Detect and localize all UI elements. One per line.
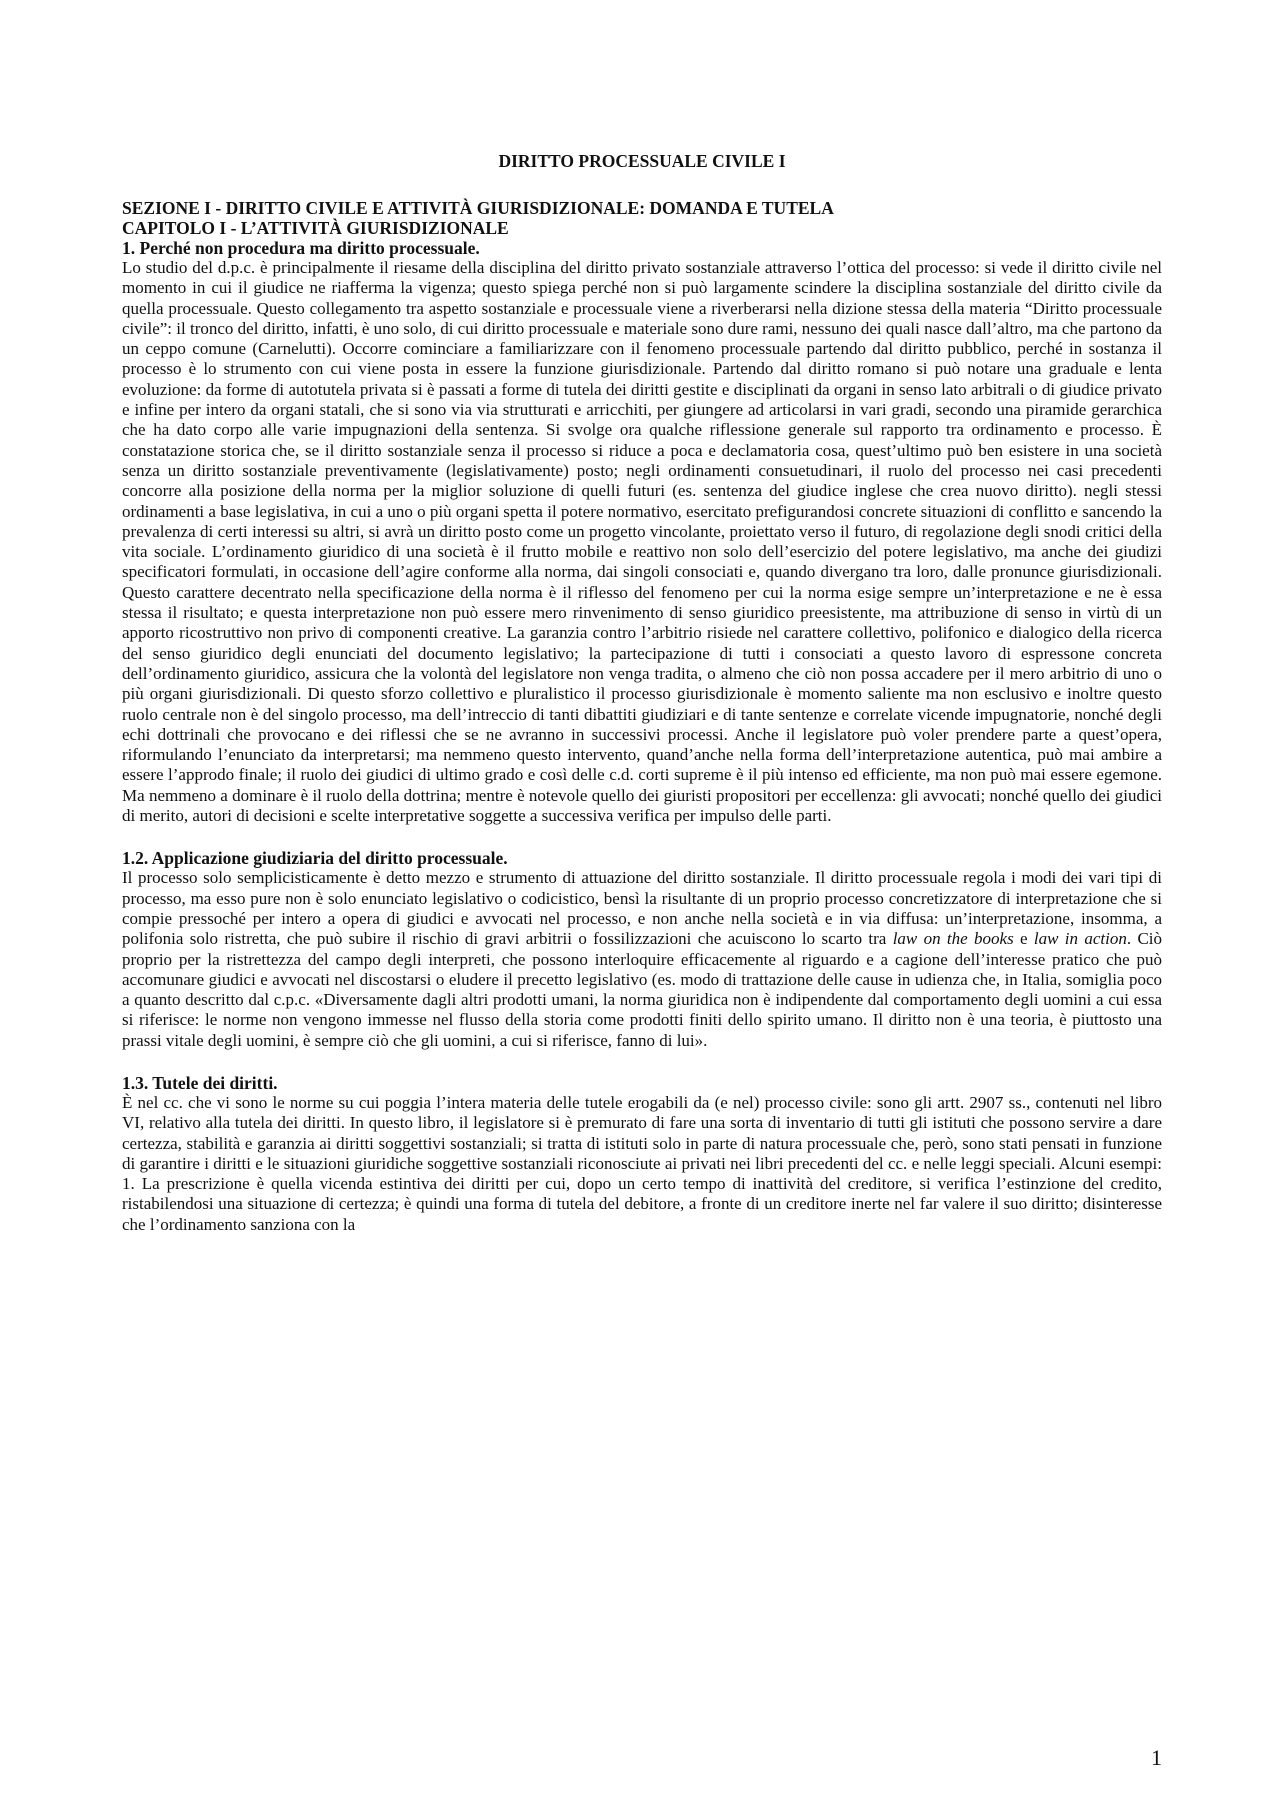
- paragraph-2-connector: e: [1013, 929, 1034, 949]
- paragraph-gap: [122, 1051, 1162, 1073]
- body-paragraph-3: È nel cc. che vi sono le norme su cui poggia l’intera materia delle tutele erogabili da (e nel) processo civile: sono gli artt. 2907 ss., contenuti nel libro VI, relativo alla tutela dei diritti. In questo libro, il legislatore si è premurato di fare una sorta di inventario di tutti gli istituti che possono servire a dare certezza, stabilità e garanzia ai diritti soggettivi sostanziali; si tratta di istituti solo in parte di natura processuale che, però, sono stati pensati in funzione di garantire i diritti e le situazioni giuridiche soggettive sostanziali riconosciute ai privati nei libri precedenti del cc. e nelle leggi speciali. Alcuni esempi: 1. La prescrizione è quella vicenda estintiva dei diritti per cui, dopo un certo tempo di inattività del creditore, si verifica l’estinzione del credito, ristabilendosi una situazione di certezza; è quindi una forma di tutela del debitore, a fronte di un creditore inerte nel far valere il suo diritto; disinteresse che l’ordinamento sanziona con la: [122, 1092, 1162, 1234]
- document-title: DIRITTO PROCESSUALE CIVILE I: [498, 151, 786, 171]
- document-page: [122, 150, 1162, 1235]
- body-paragraph-2: [122, 868, 1162, 1051]
- paragraph-2-text-a: Il processo solo semplicisticamente è detto mezzo e strumento di attuazione del diritto sostanziale. Il diritto processuale regola i modi dei vari tipi di processo, ma esso pure non è solo enunciato legislativo o codicistico, bensì la risultante di un proprio processo concretizzatore di interpretazione che si compie pressoché per intero a opera di giudici e avvocati nel processo, e non anche nella società e in via diffusa: un’interpretazione, insomma, a polifonia solo ristretta, che può subire il rischio di gravi arbitrii o fossilizzazioni che acuiscono lo scarto tra: [122, 868, 1162, 949]
- chapter-heading: CAPITOLO I - L’ATTIVITÀ GIURISDIZIONALE: [122, 218, 509, 238]
- section-heading: SEZIONE I - DIRITTO CIVILE E ATTIVITÀ GIURISDIZIONALE: DOMANDA E TUTELA: [122, 198, 834, 218]
- paragraph-2-text-b: . Ciò proprio per la ristrettezza del campo degli interpreti, che possono interloquire efficacemente al riguardo e a cagione dell’interesse pratico che può accomunare giudici e avvocati nel discostarsi o eludere il precetto legislativo (es. modo di trattazione delle cause in udienza che, in Italia, somiglia poco a quanto descritto dal c.p.c. «Diversamente dagli altri prodotti umani, la norma giuridica non è indipendente dal comportamento degli uomini a cui essa si riferisce: le norme non vengono immesse nel flusso della storia come prodotti finiti dello spirito umano. Il diritto non è una teoria, è piuttosto una prassi vitale degli uomini, è sempre ciò che gli uomini, a cui si riferisce, fanno di lui».: [122, 929, 1163, 1050]
- subsection-heading-2: 1.2. Applicazione giudiziaria del diritto processuale.: [122, 848, 508, 869]
- page-number: 1: [1151, 1745, 1162, 1770]
- body-paragraph-1: Lo studio del d.p.c. è principalmente il riesame della disciplina del diritto privato sostanziale attraverso l’ottica del processo: si vede il diritto civile nel momento in cui il giudice ne riafferma la vigenza; questo spiega perché non si può largamente scindere la disciplina sostanziale del diritto civile da quella processuale. Questo collegamento tra aspetto sostanziale e processuale viene a riverberarsi nella dizione stessa della materia “Diritto processuale civile”: il tronco del diritto, infatti, è uno solo, di cui diritto processuale e materiale sono dure rami, nessuno dei quali nasce dall’altro, ma che partono da un ceppo comune (Carnelutti). Occorre cominciare a familiarizzare con il fenomeno processuale partendo dal diritto pubblico, perché in sostanza il processo è lo strumento con cui viene posta in essere la funzione giurisdizionale. Partendo dal diritto romano si può notare una graduale e lenta evoluzione: da forme di autotutela privata si è passati a forme di tutela dei diritti gestite e disciplinati da organi in senso lato arbitrali o di giudice privato e infine per intero da organi statali, che si sono via via strutturati e arricchiti, per giungere ad articolarsi in vari gradi, secondo una piramide gerarchica che ha dato corpo alle varie impugnazioni della sentenza. Si svolge ora qualche riflessione generale sul rapporto tra ordinamento e processo. È constatazione storica che, se il diritto sostanziale senza il processo si riduce a poca e declamatoria cosa, quest’ultimo può ben esistere in una società senza un diritto sostanziale preventivamente (legislativamente) posto; negli ordinamenti consuetudinari, il ruolo del processo nei casi precedenti concorre alla posizione della norma per la miglior soluzione di quelli futuri (es. sentenza del giudice inglese che crea nuovo diritto). negli stessi ordinamenti a base legislativa, in cui a uno o più organi spetta il potere normativo, esercitato prefigurandosi concrete situazioni di conflitto e sancendo la prevalenza di certi interessi su altri, si avrà un diritto posto come un progetto vincolante, proiettato verso il futuro, di regolazione degli snodi critici della vita sociale. L’ordinamento giuridico di una società è il frutto mobile e reattivo non solo dell’esercizio del potere legislativo, ma anche dei giudizi specificatori formulati, in occasione dell’agire conforme alla norma, dai singoli consociati e, quando divergano tra loro, dalle pronunce giurisdizionali. Questo carattere decentrato nella specificazione della norma è il riflesso del fenomeno per cui la norma esige sempre un’interpretazione e ne è essa stessa il risultato; e questa interpretazione non può essere mero rinvenimento di senso giuridico preesistente, ma attribuzione di senso in virtù di un apporto ricostruttivo non privo di componenti creative. La garanzia contro l’arbitrio risiede nel carattere collettivo, polifonico e dialogico della ricerca del senso giuridico degli enunciati del documento legislativo; la partecipazione di tutti i consociati a questo lavoro di espressone concreta dell’ordinamento giuridico, assicura che la volontà del legislatore non venga tradita, o almeno che ciò non possa accadere per il mero arbitrio di uno o più organi giurisdizionali. Di questo sforzo collettivo e pluralistico il processo giurisdizionale è momento saliente ma non esclusivo e inoltre questo ruolo centrale non è del singolo processo, ma dell’intreccio di tanti dibattiti giudiziari e di tante sentenze e correlate vicende impugnatorie, nonché degli echi dottrinali che provocano e dei riflessi che se ne avranno in successivi processi. Anche il legislatore può voler prendere parte a quest’opera, riformulando l’enunciato da interpretarsi; ma nemmeno questo intervento, quand’anche nella forma dell’interpretazione autentica, può mai ambire a essere l’approdo finale; il ruolo dei giudici di ultimo grado e così delle c.d. corti supreme è il più intenso ed efficiente, ma non può mai essere egemone. Ma nemmeno a dominare è il ruolo della dottrina; mentre è notevole quello dei giuristi propositori per eccellenza: gli avvocati; nonché quello dei giudici di merito, autori di decisioni e scelte interpretative soggette a successiva verifica per impulso delle parti.: [122, 258, 1162, 826]
- italic-law-on-the-books: law on the books: [892, 929, 1014, 949]
- italic-law-in-action: law in action: [1033, 929, 1127, 949]
- paragraph-gap: [122, 826, 1162, 848]
- subsection-heading-1: 1. Perché non procedura ma diritto processuale.: [122, 238, 480, 258]
- subsection-heading-3: 1.3. Tutele dei diritti.: [122, 1072, 278, 1093]
